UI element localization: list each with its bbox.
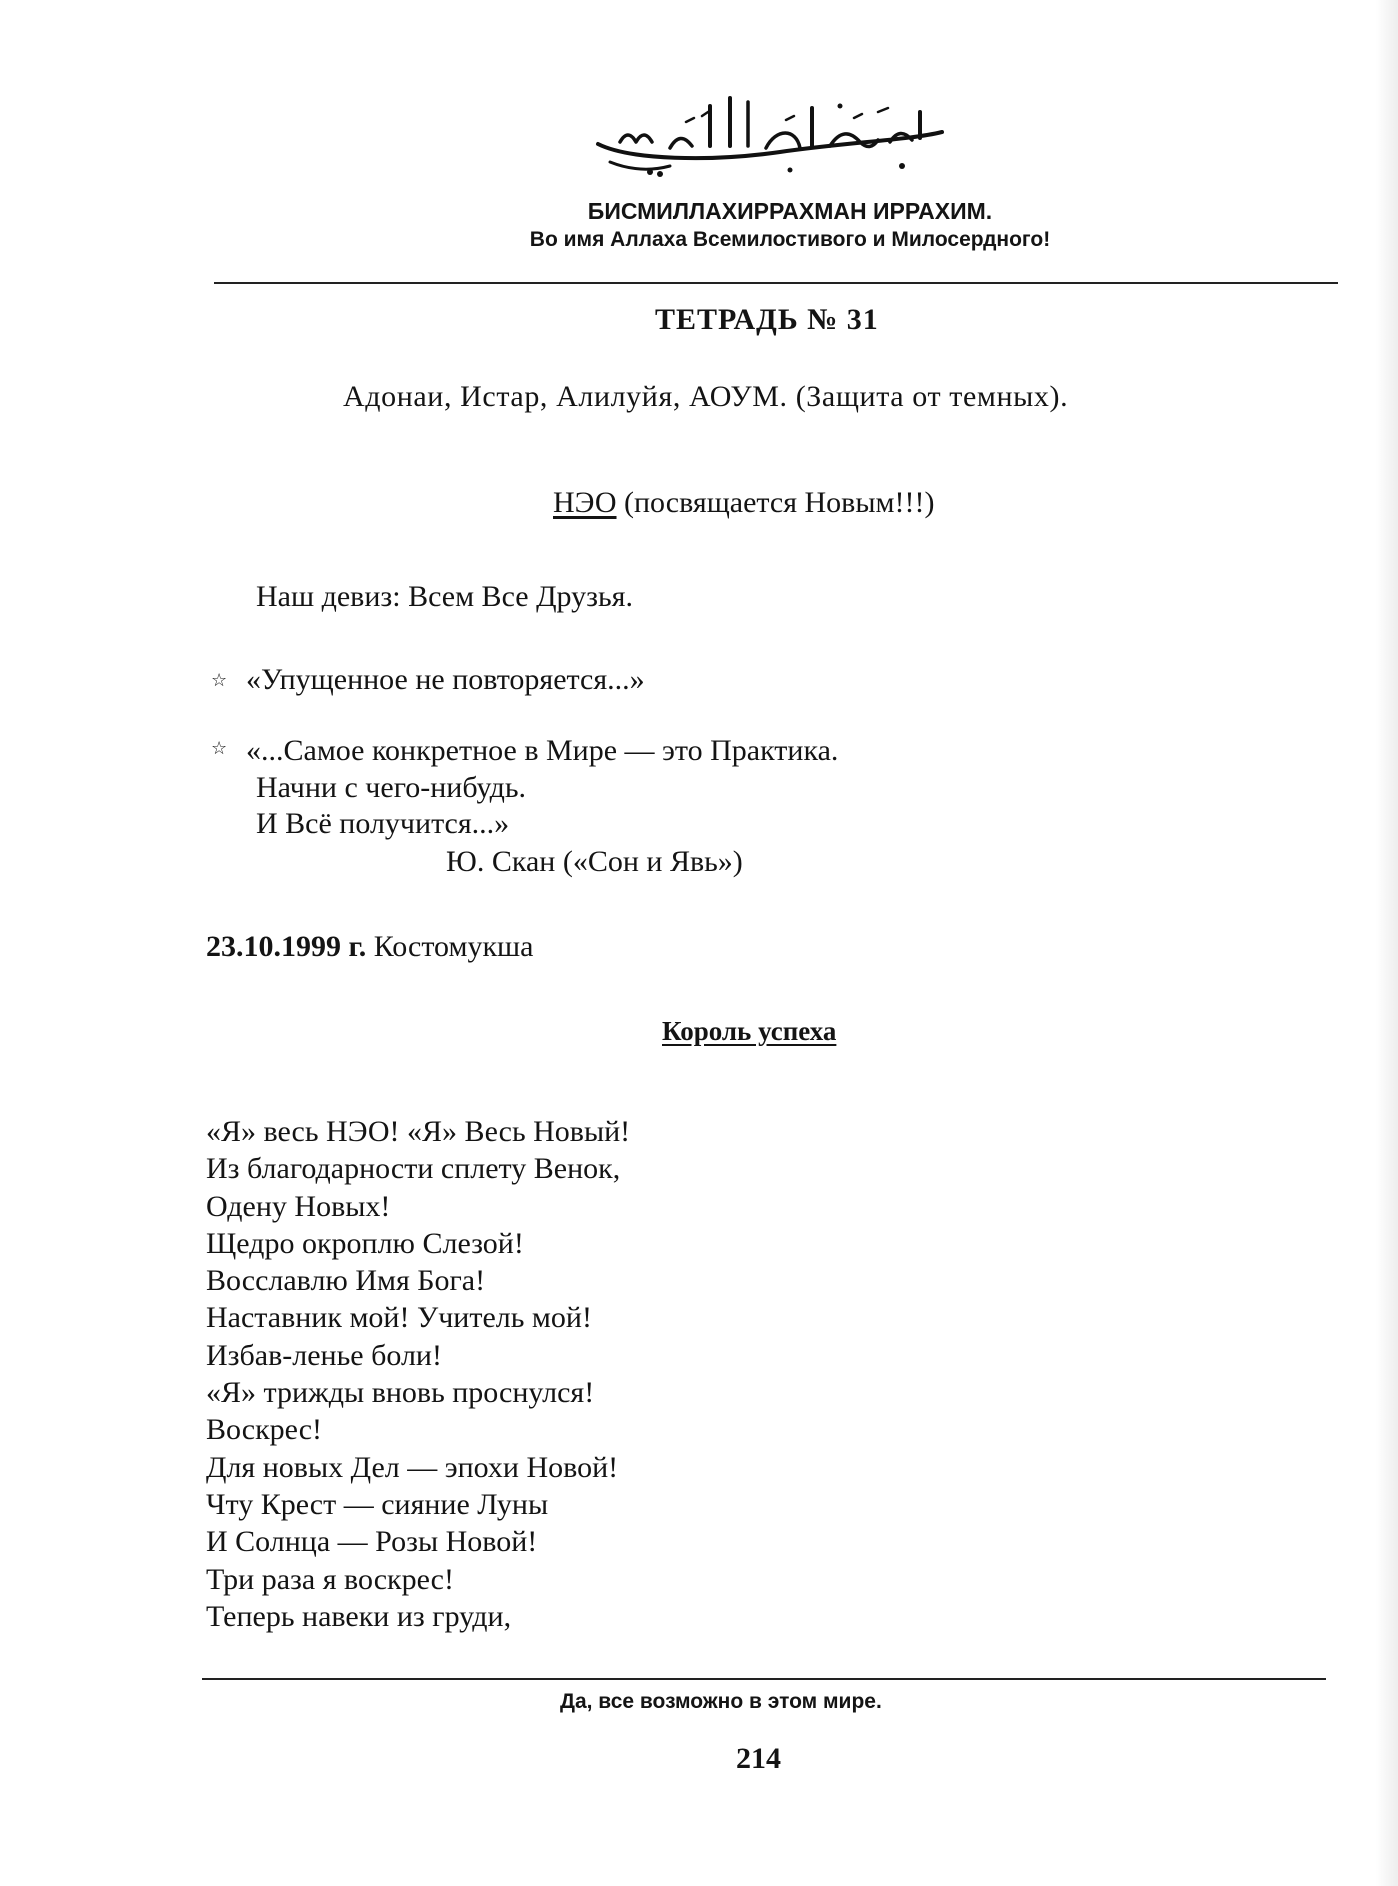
poem-line: Для новых Дел — эпохи Новой! bbox=[206, 1450, 619, 1484]
bismillah-transliteration: БИСМИЛЛАХИРРАХМАН ИРРАХИМ. bbox=[587, 198, 993, 224]
poem-line: «Я» трижды вновь проснулся! bbox=[206, 1376, 595, 1410]
poem-line: Чту Крест — сияние Луны bbox=[206, 1487, 549, 1521]
poem-line: И Солнца — Розы Новой! bbox=[206, 1525, 538, 1559]
poem-line: «Я» весь НЭО! «Я» Весь Новый! bbox=[206, 1115, 631, 1148]
poem-line: Теперь навеки из груди, bbox=[206, 1599, 512, 1633]
poem-line: Из благодарности сплету Венок, bbox=[206, 1152, 621, 1186]
poem-line: Восславлю Имя Бога! bbox=[206, 1264, 486, 1298]
star-bullet-icon: ☆ bbox=[211, 738, 228, 759]
poem-lines bbox=[206, 1113, 630, 1635]
footer-running-text: Да, все возможно в этом мире. bbox=[560, 1690, 882, 1713]
star-bullet-icon: ☆ bbox=[211, 670, 228, 691]
quote-line-3: И Всё получится...» bbox=[256, 807, 510, 840]
quote-upushchennoe: «Упущенное не повторяется...» bbox=[246, 663, 645, 696]
page-number: 214 bbox=[736, 1742, 781, 1775]
arabic-calligraphy-image bbox=[590, 82, 950, 182]
quote-attribution: Ю. Скан («Сон и Явь») bbox=[446, 845, 743, 878]
header-rule bbox=[214, 282, 1338, 284]
entry-dateline bbox=[206, 928, 533, 965]
dedication-text: (посвящается Новым!!!) bbox=[624, 486, 935, 519]
poem-title: Король успеха bbox=[662, 1016, 837, 1046]
quote-line-2: Начни с чего-нибудь. bbox=[256, 771, 527, 804]
poem-line: Щедро окроплю Слезой! bbox=[206, 1226, 524, 1260]
page-edge-shadow bbox=[1376, 0, 1398, 1886]
poem-line: Наставник мой! Учитель мой! bbox=[206, 1301, 592, 1335]
invocation-line: Адонаи, Истар, Алилуйя, АОУМ. (Защита от темных). bbox=[343, 380, 1069, 413]
dedication-keyword: НЭО bbox=[553, 486, 617, 519]
entry-date: 23.10.1999 г. bbox=[206, 930, 367, 963]
quote-line-1: «...Самое конкретное в Мире — это Практика. bbox=[246, 734, 839, 767]
footer-rule bbox=[202, 1678, 1326, 1680]
dedication-line bbox=[553, 484, 934, 521]
notebook-title: ТЕТРАДЬ № 31 bbox=[655, 303, 879, 336]
poem-line: Воскрес! bbox=[206, 1413, 323, 1447]
poem-line: Три раза я воскрес! bbox=[206, 1562, 454, 1596]
motto-line: Наш девиз: Всем Все Друзья. bbox=[256, 580, 633, 613]
poem-line: Избав-ленье боли! bbox=[206, 1338, 442, 1372]
poem-line: Одену Новых! bbox=[206, 1189, 391, 1223]
bismillah-translation: Во имя Аллаха Всемилостивого и Милосердного! bbox=[529, 228, 1051, 251]
entry-place: Костомукша bbox=[373, 930, 534, 963]
